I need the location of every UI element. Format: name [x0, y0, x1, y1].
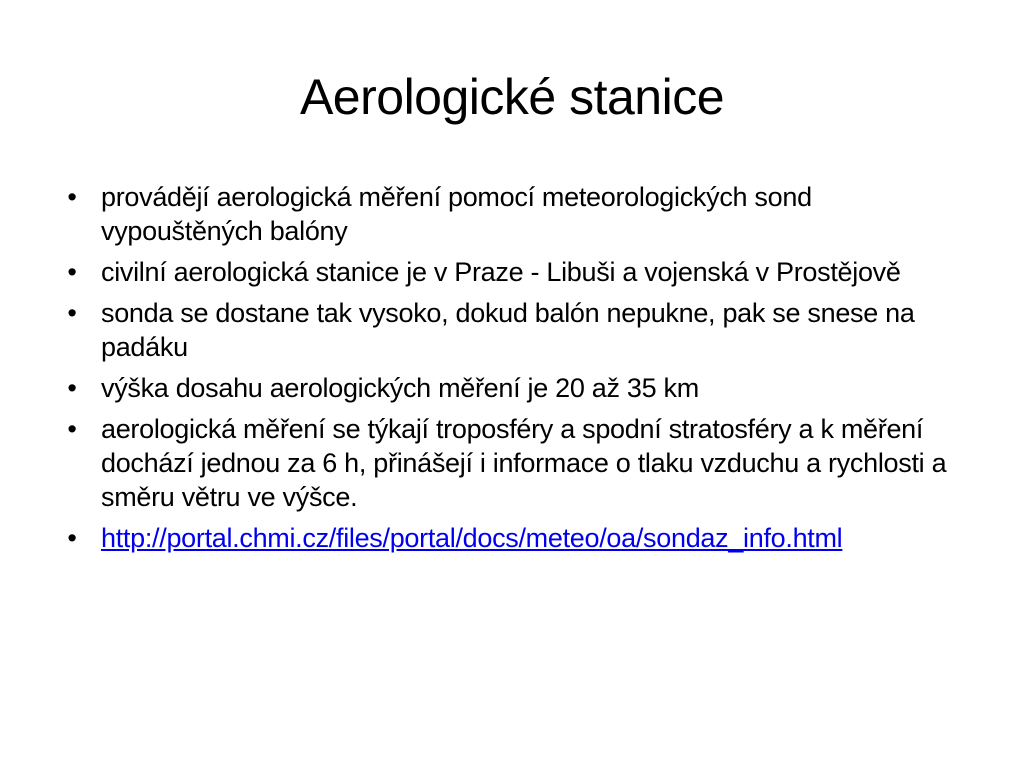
bullet-text: aerologická měření se týkají troposféry a spodní stratosféry a k měření dochází jednou za 6 h, přinášejí i informace o tlaku vzduchu a rychlosti a směru větru ve výšce. — [101, 414, 947, 512]
bullet-icon: • — [67, 373, 77, 403]
bullet-icon: • — [67, 414, 77, 444]
bullet-text: provádějí aerologická měření pomocí meteorologických sond vypouštěných balóny — [101, 182, 812, 246]
bullet-icon: • — [67, 182, 77, 212]
bullet-list — [62, 180, 962, 562]
list-item — [62, 255, 962, 289]
source-link[interactable]: http://portal.chmi.cz/files/portal/docs/meteo/oa/sondaz_info.html — [101, 523, 843, 553]
bullet-icon: • — [67, 257, 77, 287]
bullet-text: civilní aerologická stanice je v Praze - Libuši a vojenská v Prostějově — [101, 257, 901, 287]
list-item — [62, 412, 962, 514]
slide-title: Aerologické stanice — [299, 69, 725, 125]
list-item — [62, 180, 962, 248]
list-item — [62, 371, 962, 405]
list-item — [62, 296, 962, 364]
bullet-icon: • — [67, 523, 77, 553]
bullet-icon: • — [67, 298, 77, 328]
list-item-link — [62, 521, 962, 555]
bullet-text: výška dosahu aerologických měření je 20 až 35 km — [101, 373, 699, 403]
bullet-text: sonda se dostane tak vysoko, dokud balón nepukne, pak se snese na padáku — [101, 298, 915, 362]
